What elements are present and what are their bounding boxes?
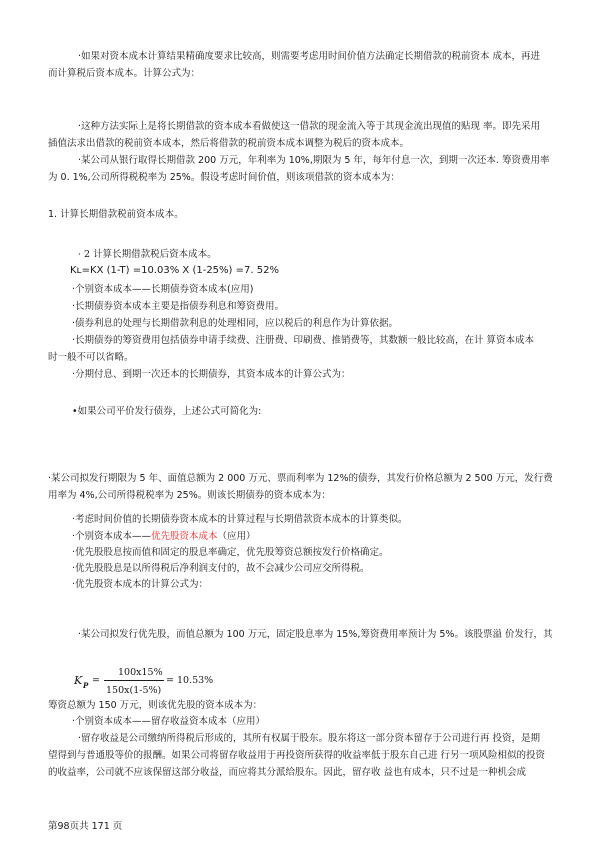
para2-line2: 插值法求出借款的税前资本成本，然后将借款的税前资本成本调整为税后的资本成本。 (48, 138, 410, 149)
retained-line3: 的收益率，公司就不应该保留这部分收益，而应将其分派给股东。因此，留存收 益也有成本，只不过是一种机会成 (48, 767, 527, 778)
para3-line1: ·某公司从银行取得长期借款 200 万元，年利率为 10%,期限为 5 年，每年付息一次，到期一次还本. 筹资费用率 (78, 155, 550, 166)
bond-point-1: ·长期债券资本成本主要是指债券利息和筹资费用。 (72, 301, 285, 312)
bond-point-3-line2: 时一般不可以省略。 (48, 352, 134, 363)
pref-point-2-suffix: （应用） (217, 531, 256, 542)
bond-point-4: ·分期付息、到期一次还本的长期债券，其资本成本的计算公式为： (72, 369, 351, 380)
formula-k-subscript: P (83, 681, 89, 690)
pref-point-1: ·考虑时间价值的长期债券资本成本的计算过程与长期借款资本成本的计算类似。 (72, 514, 408, 525)
pref-point-2 (72, 530, 256, 543)
bond-point-3-line1: ·长期债券的筹资费用包括债券申请手续费、注册费、印刷费、推销费等，其数额一般比较高，在计 算资本成本 (72, 335, 535, 346)
pref-point-4: ·优先股股息是以所得税后净利润支付的，故不会减少公司应交所得税。 (72, 563, 370, 574)
bond-example-line1: ·某公司拟发行期限为 5 年、面值总额为 2 000 万元、票而利率为 12%的债券，其发行价格总额为 2 500 万元，发行费 (48, 473, 553, 484)
pref-point-5: ·优先股资本成本的计算公式为： (72, 579, 209, 590)
pref-point-2-prefix: ·个别资本成本—— (72, 531, 152, 542)
step1-heading: 1. 计算长期借款税前资本成本。 (48, 209, 184, 220)
step2-heading: · 2 计算长期借款税后资本成本。 (78, 249, 217, 260)
page-number: 第98页共 171 页 (48, 821, 123, 832)
formula-result: = 10.53% (166, 675, 214, 686)
formula-k: K (74, 674, 83, 687)
bond-title: ·个别资本成本——长期债券资本成本(应用) (72, 284, 254, 295)
para3-line2: 为 0. 1%,公司所得税税率为 25%。假设考虑时间价值，则该项借款的资本成本为： (48, 172, 400, 183)
retained-title: ·个别资本成本——留存收益资本成本（应用） (72, 716, 266, 727)
para1-line2: 而计算税后资本成本。计算公式为： (48, 68, 201, 79)
formula-equals: = (92, 675, 100, 686)
bond-example-line2: 用率为 4%,公司所得税税率为 25%。则该长期债券的资本成本为： (48, 490, 331, 501)
para1-line1: ·如果对资本成本计算结果精确度要求比较高，则需要考虑用时间价值方法确定长期借款的税前资本 成本，再进 (78, 51, 541, 62)
formula-denominator: 150x(1-5%) (106, 685, 162, 696)
para2-line1: ·这种方法实际上是将长期借款的资本成本看做使这一借款的现金流入等于其现金流出现值的贴现 率。即先采用 (78, 121, 541, 132)
after-formula: 筹资总额为 150 万元，则该优先股的资本成本为： (48, 700, 263, 711)
bond-point-2: ·债券利息的处理与长期借款利息的处理相同，应以税后的利息作为计算依据。 (72, 318, 399, 329)
pref-example-line1: ·某公司拟发行优先股，而值总额为 100 万元，固定股息率为 15%,筹资费用率预计为 5%。该股票溢 价发行，其 (78, 629, 553, 640)
retained-line1: ·留存收益是公司缴纳所得税后形成的，其所有权属于股东。股东将这一部分资本留存于公司进行再 投资，是期 (78, 733, 541, 744)
pref-point-3: ·优先股股息按而值和固定的股息率确定，优先股筹资总额按发行价格确定。 (72, 547, 389, 558)
pref-point-2-highlight: 优先股资本成本 (151, 531, 218, 542)
step2-formula: Kʟ=KX (1-T) =10.03% X (1-25%) =7. 52% (70, 265, 279, 276)
formula-fraction-bar (104, 680, 164, 681)
retained-line2: 望得到与普通股等价的报酬。如果公司将留存收益用于再投资所获得的收益率低于股东自己进 行另一项风险相似的投资 (48, 750, 546, 761)
formula-numerator: 100x15% (118, 667, 163, 678)
bond-point-5: •如果公司平价发行债券，上述公式可简化为: (72, 406, 262, 417)
